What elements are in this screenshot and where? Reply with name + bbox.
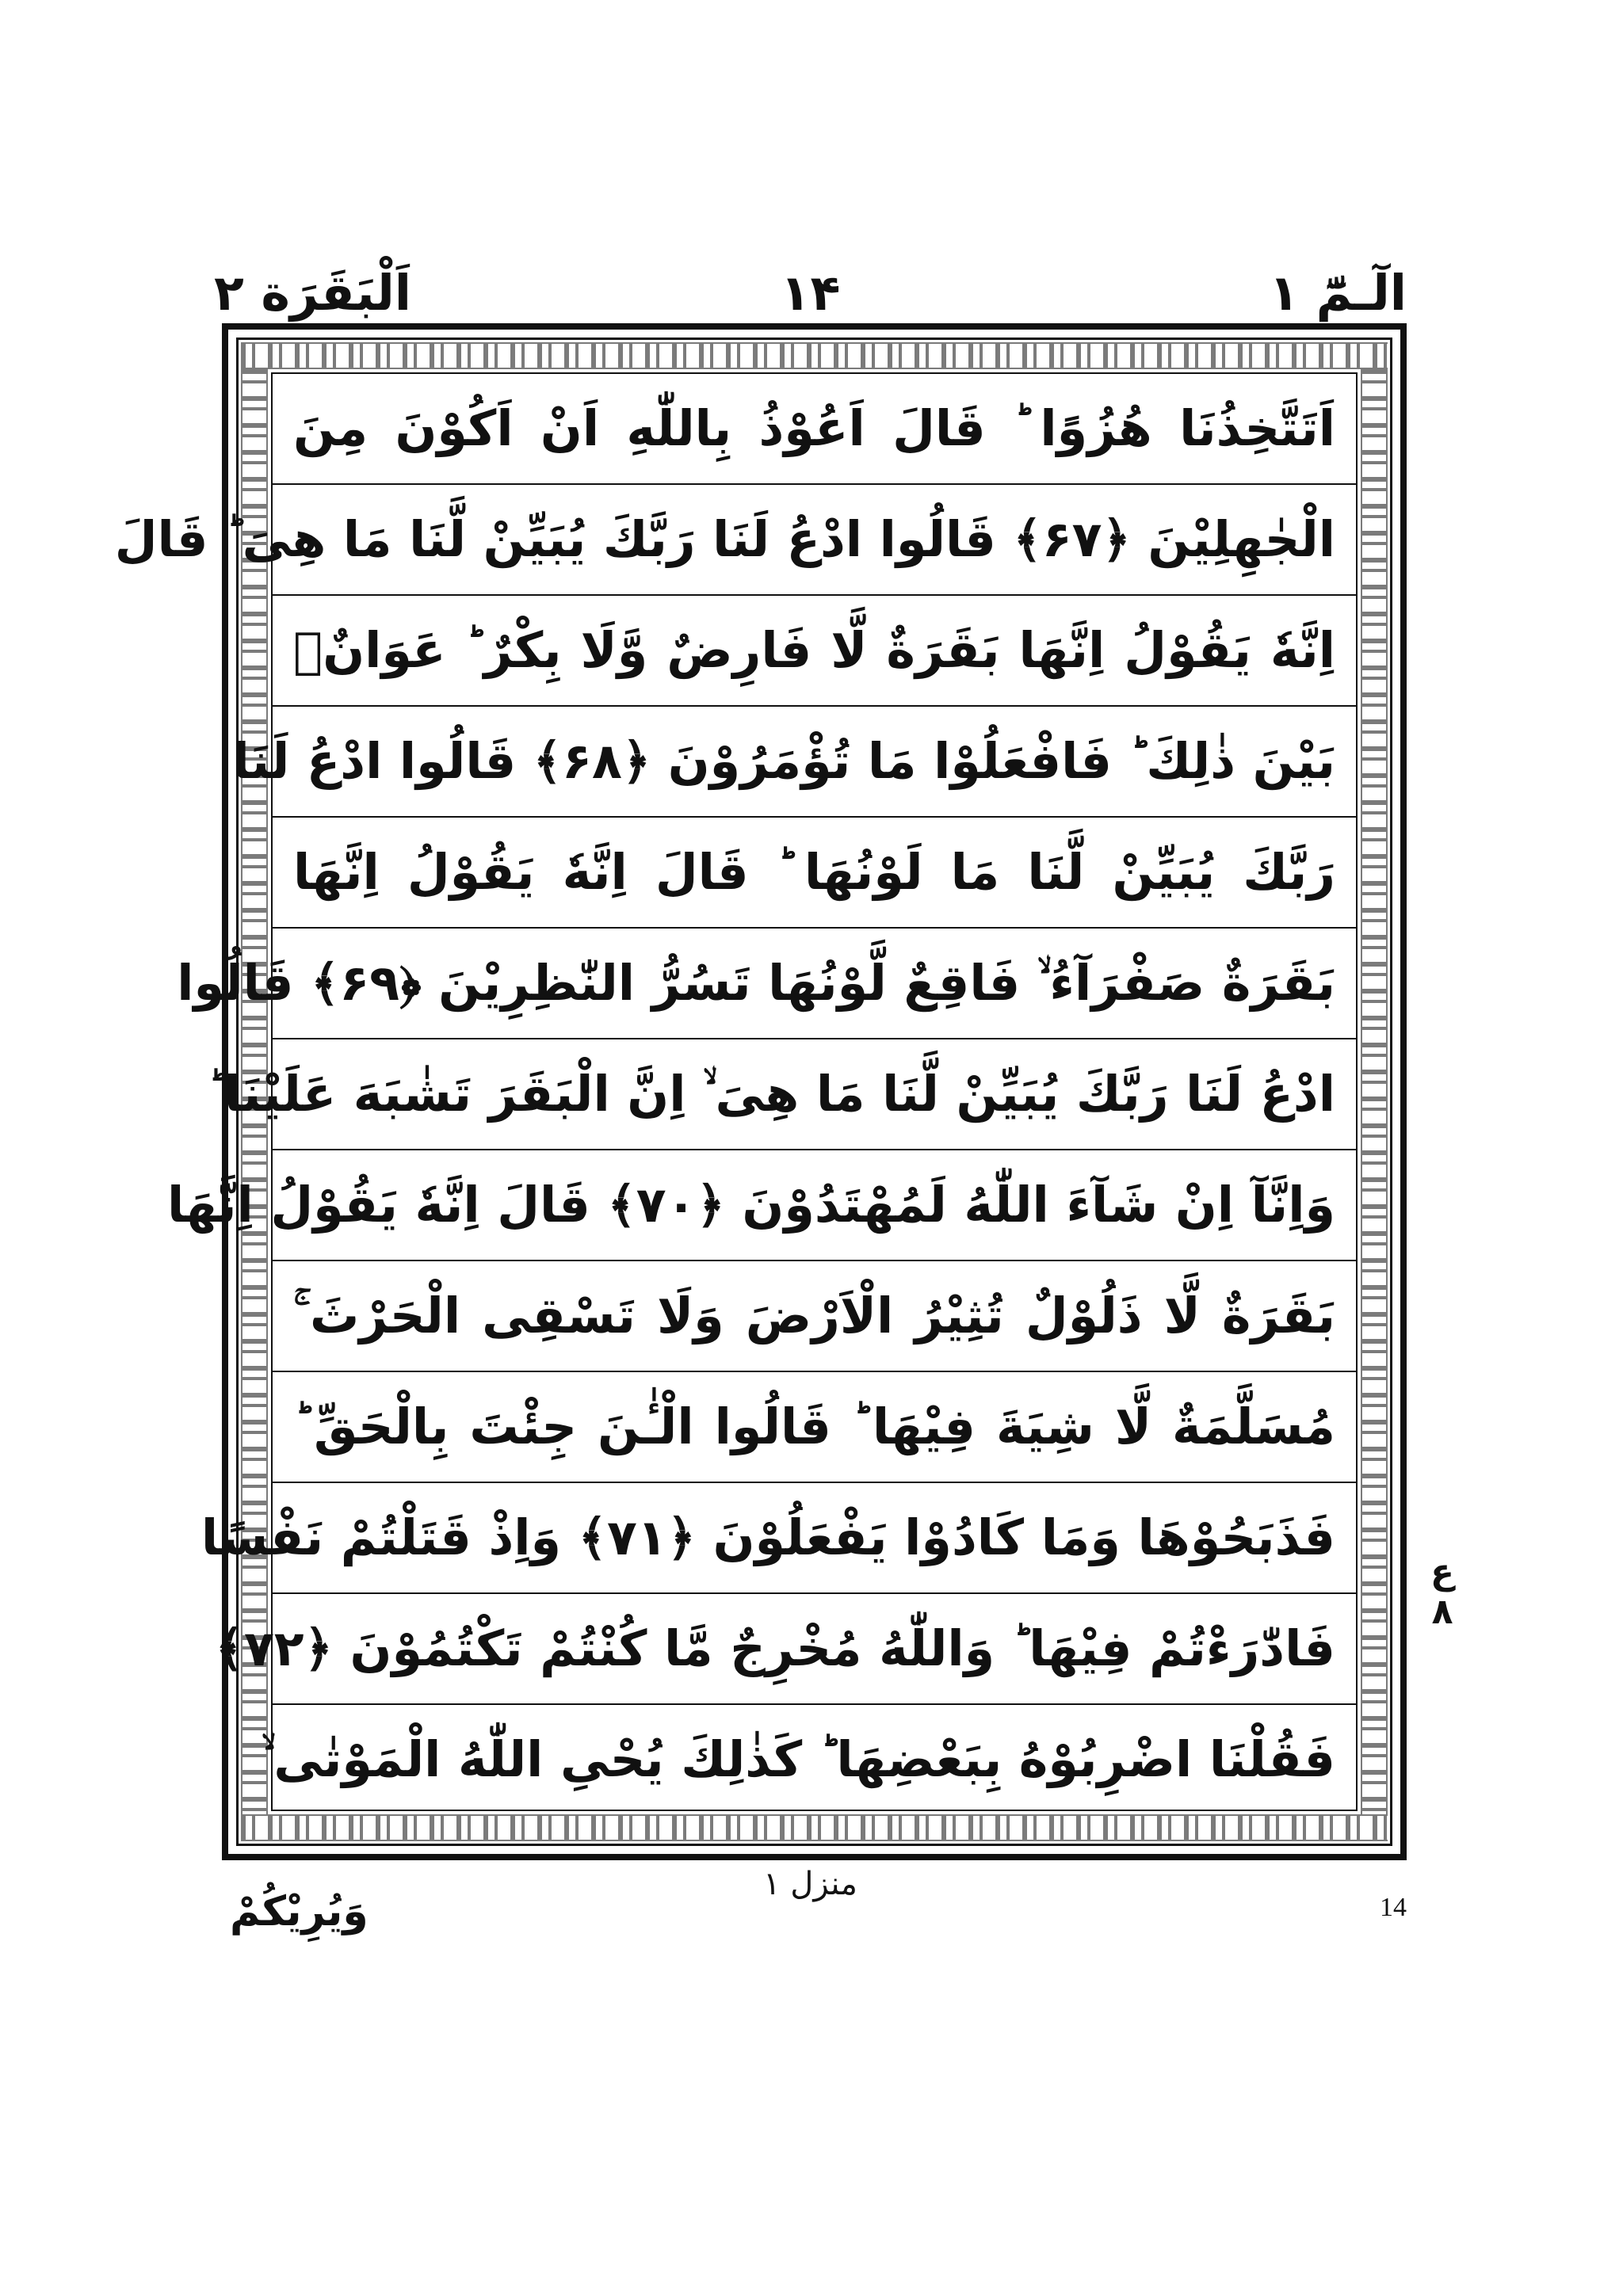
page-number: 14 — [1380, 1893, 1407, 1922]
text-line: وَاِنَّآ اِنْ شَآءَ اللّٰهُ لَمُهْتَدُوْنَ ﴿۷۰﴾ قَالَ اِنَّهٗ يَقُوْلُ اِنَّهَا — [273, 1150, 1356, 1261]
page-footer — [214, 1866, 1407, 1947]
juz-name: الٓـمّٓ ۱ — [1269, 264, 1407, 322]
text-line: بَقَرَةٌ صَفْرَآءُ ۙ فَاقِعٌ لَّوْنُهَا تَسُرُّ النّٰظِرِيْنَ ﴿۶۹﴾ قَالُوا — [273, 929, 1356, 1039]
page-number-arabic: ۱۴ — [780, 264, 841, 322]
text-line: رَبَّكَ يُبَيِّنْ لَّنَا مَا لَوْنُهَا ؕ قَالَ اِنَّهٗ يَقُوْلُ اِنَّهَا — [273, 818, 1356, 929]
text-line: بَيْنَ ذٰلِكَ ؕ فَافْعَلُوْا مَا تُؤْمَرُوْنَ ﴿۶۸﴾ قَالُوا ادْعُ لَنَا — [273, 707, 1356, 818]
ornament-band-right — [1361, 369, 1388, 1814]
ornament-band-top — [241, 342, 1388, 369]
catchword: وَيُرِيْكُمْ — [230, 1888, 369, 1936]
ornamental-frame — [114, 323, 1407, 1860]
verse-text-area — [114, 372, 1358, 1811]
text-line: فَادّٰرَءْتُمْ فِيْهَا ؕ وَاللّٰهُ مُخْرِجٌ مَّا كُنْتُمْ تَكْتُمُوْنَ ﴿۷۲﴾ — [273, 1594, 1356, 1705]
text-line: مُسَلَّمَةٌ لَّا شِيَةَ فِيْهَا ؕ قَالُوا الْـٰٔنَ جِئْتَ بِالْحَقِّ ؕ — [273, 1372, 1356, 1483]
text-line: ادْعُ لَنَا رَبَّكَ يُبَيِّنْ لَّنَا مَا هِىَ ۙ اِنَّ الْبَقَرَ تَشٰبَهَ عَلَيْنَا ؕ — [273, 1039, 1356, 1150]
text-line: فَقُلْنَا اضْرِبُوْهُ بِبَعْضِهَا ؕ كَذٰلِكَ يُحْىِ اللّٰهُ الْمَوْتٰى ۙ — [261, 1730, 1335, 1788]
text-line: اِنَّهٗ يَقُوْلُ اِنَّهَا بَقَرَةٌ لَّا فَارِضٌ وَّلَا بِكْرٌ ؕ عَوَانٌۢ — [273, 596, 1356, 707]
text-line: بَقَرَةٌ لَّا ذَلُوْلٌ تُثِيْرُ الْاَرْضَ وَلَا تَسْقِى الْحَرْثَ ۚ — [273, 1261, 1356, 1372]
text-line: فَذَبَحُوْهَا وَمَا كَادُوْا يَفْعَلُوْنَ ﴿۷۱﴾ وَاِذْ قَتَلْتُمْ نَفْسًا — [273, 1483, 1356, 1594]
surah-name: اَلْبَقَرَة ۲ — [214, 264, 412, 322]
text-line: اَتَتَّخِذُنَا هُزُوًا ؕ قَالَ اَعُوْذُ بِاللّٰهِ اَنْ اَكُوْنَ مِنَ — [273, 374, 1356, 485]
ruku-marker: ع ٨ — [1430, 1552, 1455, 1632]
text-line: الْجٰهِلِيْنَ ﴿۶۷﴾ قَالُوا ادْعُ لَنَا رَبَّكَ يُبَيِّنْ لَّنَا مَا هِىَ ؕ قَالَ — [273, 485, 1356, 596]
manzil-label: منزل ۱ — [763, 1866, 857, 1902]
ornament-band-bottom — [241, 1814, 1388, 1841]
page-header — [214, 261, 1407, 325]
